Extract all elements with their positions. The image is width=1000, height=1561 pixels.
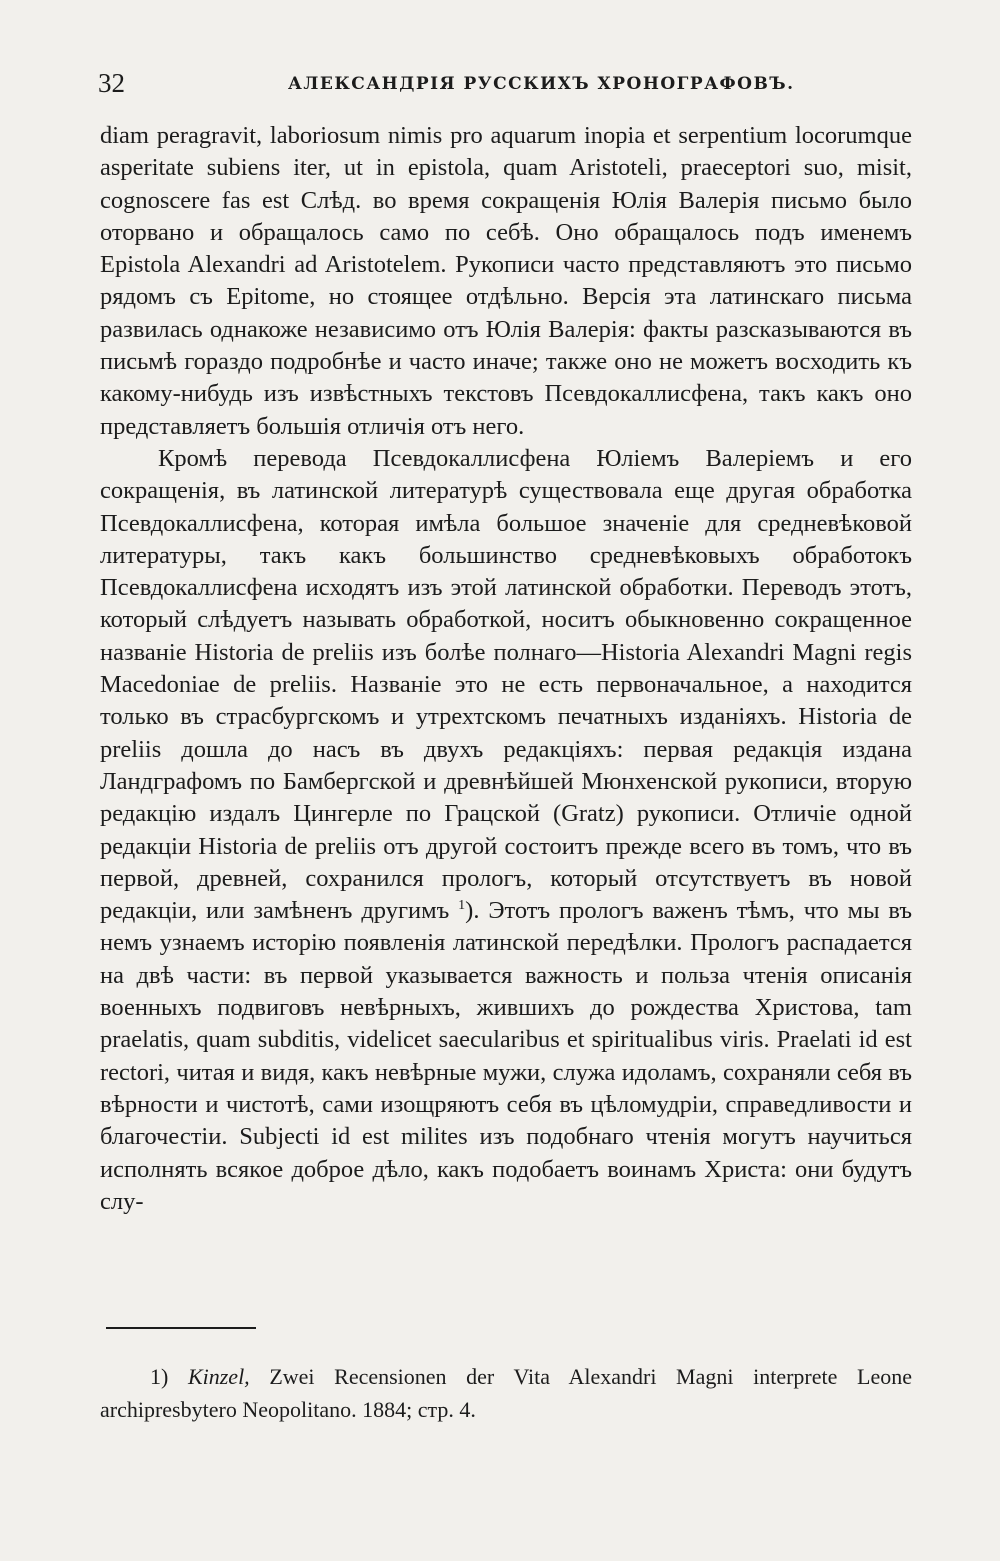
footnote-author: Kinzel, (187, 1364, 250, 1389)
footnote-marker: 1) (150, 1364, 169, 1389)
footnote-separator (106, 1327, 256, 1329)
page-header (98, 66, 913, 106)
main-text (100, 120, 912, 1218)
running-title: АЛЕКСАНДРІЯ РУССКИХЪ ХРОНОГРАФОВЪ. (288, 74, 795, 94)
paragraph-text: Кромѣ перевода Псевдокаллисфена Юліемъ Валеріемъ и его сокращенія, въ латинской литературѣ существовала еще другая обработка Псевдокаллисфена, которая имѣла большое значеніе для средневѣковой литературы, такъ какъ большинство средневѣковыхъ обработокъ Псевдокаллисфена исходятъ изъ этой латинской обработки. Переводъ этотъ, который слѣдуетъ называть обработкой, носитъ обыкновенно сокращенное названіе Historia de preliis изъ болѣе полнаго—Historia Alexandri Magni regis Macedoniae de preliis. Названіе это не есть первоначальное, а находится только въ страсбургскомъ и утрехтскомъ печатныхъ изданіяхъ. Historia de preliis дошла до насъ въ двухъ редакціяхъ: первая редакція издана Ландграфомъ по Бамбергской и древнѣйшей Мюнхенской рукописи, вторую редакцію издалъ Цингерле по Грацской (Gratz) рукописи. Отличіе одной редакціи Historia de preliis отъ другой состоитъ прежде всего въ томъ, что въ первой, древней, сохранился прологъ, который отсутствуетъ въ новой редакціи, или замѣненъ другимъ (100, 444, 912, 925)
footnote (100, 1360, 912, 1426)
paragraph-text: . Этотъ прологъ важенъ тѣмъ, что мы въ немъ узнаемъ исторію появленія латинской передѣлки. Прологъ распадается на двѣ части: въ первой указывается важность и польза чтенія описанія военныхъ подвиговъ невѣрныхъ, жившихъ до рождества Христова, tam praelatis, quam subditis, videlicet saecularibus et spiritualibus viris. Praelati id est rectori, читая и видя, какъ невѣрные мужи, служа идоламъ, сохраняли себя въ вѣрности и чистотѣ, сами изощряютъ себя въ цѣломудріи, справедливости и благочестіи. Subjecti id est milites изъ подобнаго чтенія могутъ научиться исполнять всякое доброе дѣло, какъ подобаетъ воинамъ Христа: они будутъ слу- (100, 897, 913, 1215)
footnote-text: Zwei Recensionen der Vita Alexandri Magni interprete Leone archipresbytero Neopolitano. 1884; стр. 4. (100, 1364, 912, 1422)
footnote-reference[interactable]: 1 (458, 897, 466, 913)
paragraph: Кромѣ перевода Псевдокаллисфена Юліемъ Валеріемъ и его сокращенія, въ латинской литературѣ существовала еще другая обработка Псевдокаллисфена, которая имѣла большое значеніе для средневѣковой литературы, такъ какъ большинство средневѣковыхъ обработокъ Псевдокаллисфена исходятъ изъ этой латинской обработки. Переводъ этотъ, который слѣдуетъ называть обработкой, носитъ обыкновенно сокращенное названіе Historia de preliis изъ болѣе полнаго—Historia Alexandri Magni regis Macedoniae de preliis. Названіе это не есть первоначальное, а находится только въ страсбургскомъ и утрехтскомъ печатныхъ изданіяхъ. Historia de preliis дошла до насъ въ двухъ редакціяхъ: первая редакція издана Ландграфомъ по Бамбергской и древнѣйшей Мюнхенской рукописи, вторую редакцію издалъ Цингерле по Грацской (Gratz) рукописи. Отличіе одной редакціи Historia de preliis отъ другой состоитъ прежде всего въ томъ, что въ первой, древней, сохранился прологъ, который отсутствуетъ въ новой редакціи, или замѣненъ другимъ $^1$). Этотъ прологъ важенъ тѣмъ, что мы въ немъ узнаемъ исторію появленія латинской передѣлки. Прологъ распадается на двѣ части: въ первой указывается важность и польза чтенія описанія военныхъ подвиговъ невѣрныхъ, жившихъ до рождества Христова, tam praelatis, quam subditis, videlicet saecularibus et spiritualibus viris. Praelati id est rectori, читая и видя, какъ невѣрные мужи, служа идоламъ, сохраняли себя въ вѣрности и чистотѣ, сами изощряютъ себя въ цѣломудріи, справедливости и благочестіи. Subjecti id est milites изъ подобнаго чтенія могутъ научиться исполнять всякое доброе дѣло, какъ подобаетъ воинамъ Христа: они будутъ слу- (100, 444, 913, 1215)
paragraph: diam peragravit, laboriosum nimis pro aquarum inopia et serpentium locorumque asperitate subiens iter, ut in epistola, quam Aristoteli, praeceptori suo, misit, cognoscere fas est Слѣд. во время сокращенія Юлія Валерія письмо было оторвано и обращалось само по себѣ. Оно обращалось подъ именемъ Epistola Alexandri ad Aristotelem. Рукописи часто представляютъ это письмо рядомъ съ Epitome, но стоящее отдѣльно. Версія эта латинскаго письма развилась однакоже независимо отъ Юлія Валерія: факты разсказываются въ письмѣ гораздо подробнѣе и часто иначе; также оно не можетъ восходить къ какому-нибудь изъ извѣстныхъ текстовъ Псевдокаллисфена, такъ какъ оно представляетъ большія отличія отъ него. (100, 122, 912, 440)
page-number: 32 (98, 68, 125, 98)
